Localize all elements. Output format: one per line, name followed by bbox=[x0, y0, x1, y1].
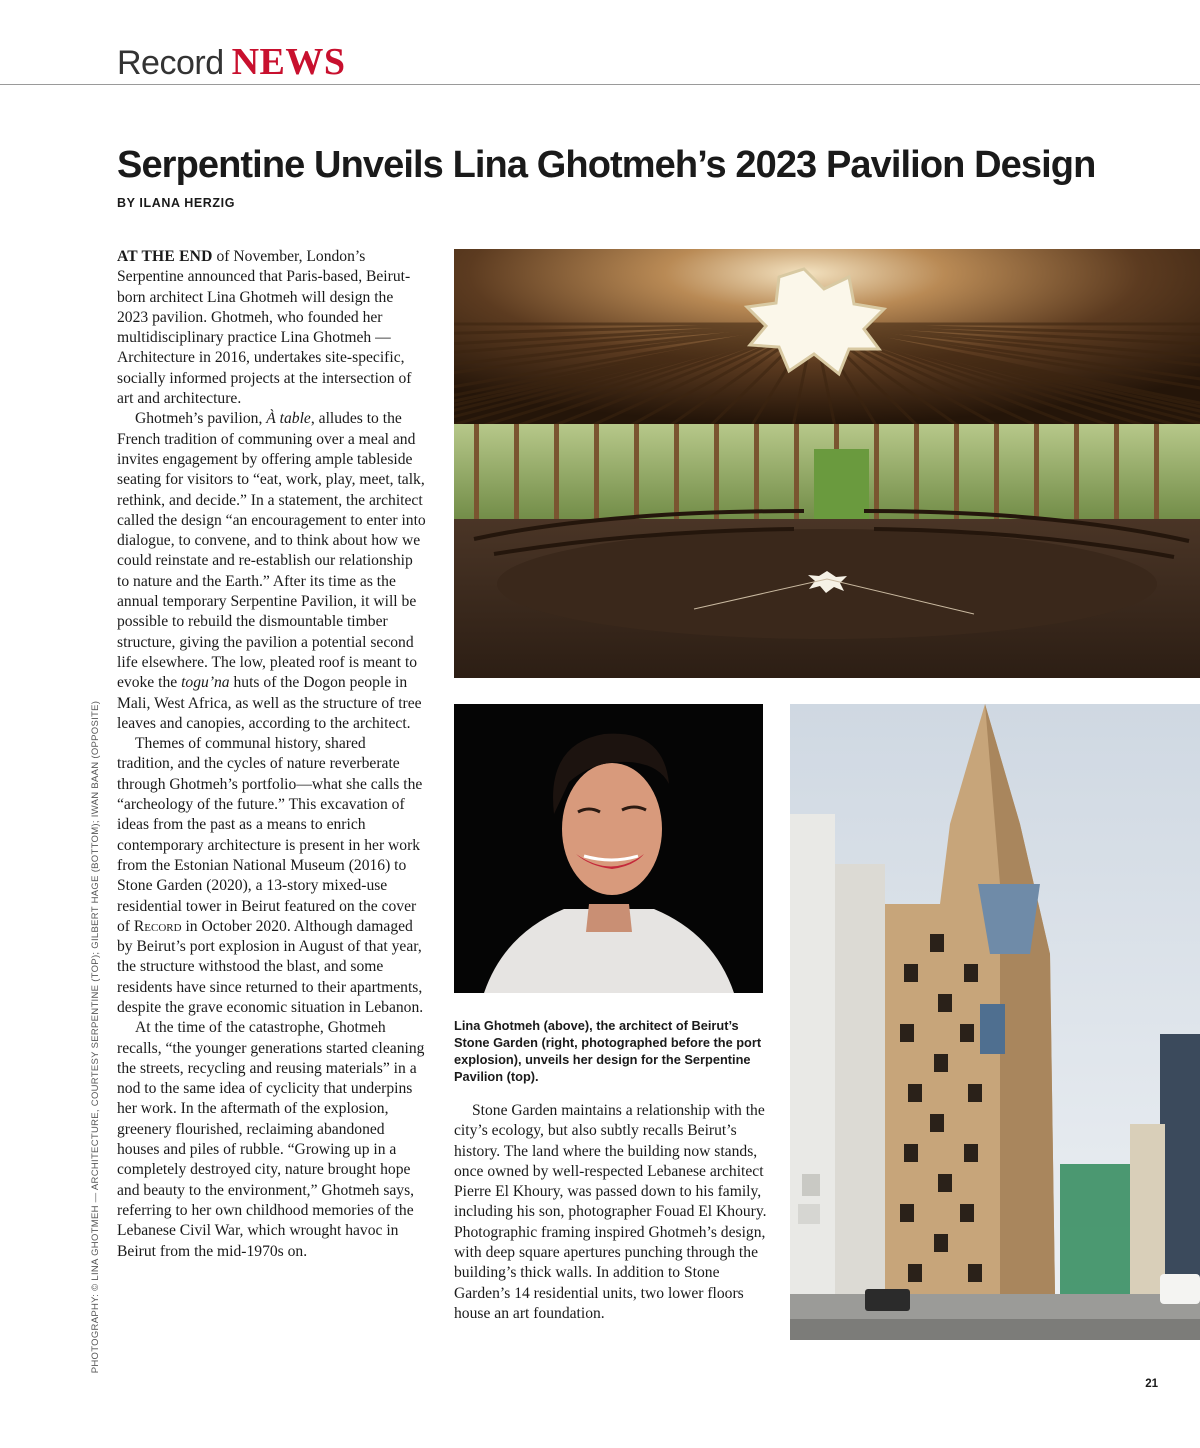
paragraph: Ghotmeh’s pavilion, À table, alludes to the French tradition of communing over a meal and invites engagement by offering ample tableside seating for visitors to “eat, work, play, meet, talk, rethink, and decide.” In a statement, the architect called the design “an encouragement to enter into dialogue, to convene, and to think about how we could reinstate and re-establish our relationship to nature and the Earth.” After its time as the annual temporary Serpentine Pavilion, it will be possible to rebuild the dismountable timber structure, giving the pavilion a potential second life elsewhere. The low, pleated roof is meant to evoke the togu’na huts of the Dogon people in Mali, West Africa, as well as the structure of tree leaves and canopies, according to the architect. bbox=[117, 410, 426, 732]
paragraph: Stone Garden maintains a relationship with the city’s ecology, but also subtly recalls Beirut’s history. The land where the building now stands, once owned by well-respected Lebanese architect Pierre El Khoury, was passed down to his family, including his son, photographer Fouad El Khoury. Photographic framing inspired Ghotmeh’s design, with deep square apertures punching through the building’s thick walls. In addition to Stone Garden’s 14 residential units, two lower floors house an art foundation. bbox=[454, 1102, 767, 1322]
body-column-left bbox=[117, 247, 426, 1262]
byline: BY ILANA HERZIG bbox=[117, 196, 236, 210]
photo-credit: PHOTOGRAPHY: © LINA GHOTMEH — ARCHITECTURE, COURTESY SERPENTINE (TOP); GILBERT HAGE (BOTTOM); IWAN BAAN (OPPOSITE) bbox=[90, 700, 101, 1374]
italic-title: À table bbox=[266, 410, 311, 428]
photo-caption: Lina Ghotmeh (above), the architect of Beirut’s Stone Garden (right, photographed before the port explosion), unveils her design for the Serpentine Pavilion (top). bbox=[454, 1018, 762, 1084]
paragraph: AT THE END of November, London’s Serpentine announced that Paris-based, Beirut-born architect Lina Ghotmeh will design the 2023 pavilion. Ghotmeh, who founded her multidisciplinary practice Lina Ghotmeh — Architecture in 2016, undertakes site-specific, socially informed projects at the intersection of art and architecture. bbox=[117, 248, 412, 408]
magazine-name: Record bbox=[133, 917, 182, 935]
header-rule bbox=[0, 84, 1200, 85]
stone-garden-tower-photo bbox=[790, 704, 1200, 1340]
architect-portrait-photo bbox=[454, 704, 763, 993]
pavilion-interior-photo bbox=[454, 249, 1200, 678]
section-label: Record bbox=[117, 44, 224, 82]
section-label-bold: NEWS bbox=[231, 41, 346, 83]
page-number: 21 bbox=[1145, 1378, 1158, 1390]
italic-term: togu’na bbox=[181, 674, 230, 692]
body-column-right bbox=[454, 1101, 768, 1324]
article-title: Serpentine Unveils Lina Ghotmeh’s 2023 Pavilion Design bbox=[117, 144, 1096, 186]
paragraph: Themes of communal history, shared tradition, and the cycles of nature reverberate through Ghotmeh’s portfolio—what she calls the “archeology of the future.” This excavation of ideas from the past as a means to enrich contemporary architecture is present in her work from the Estonian National Museum (2016) to Stone Garden (2020), a 13-story mixed-use residential tower in Beirut featured on the cover of Record in October 2020. Although damaged by Beirut’s port explosion in August of that year, the structure withstood the blast, and some residents have since returned to their apartments, despite the grave economic situation in Lebanon. bbox=[117, 735, 424, 1016]
paragraph: At the time of the catastrophe, Ghotmeh recalls, “the younger generations started cleaning the streets, recycling and reusing materials” in a nod to the same idea of cyclicity that underpins her work. In the aftermath of the explosion, greenery flourished, reclaiming abandoned houses and piles of rubble. “Growing up in a completely destroyed city, nature brought hope and beauty to the environment,” Ghotmeh says, referring to her own childhood memories of the Lebanese Civil War, which wrought havoc in Beirut from the mid-1970s on. bbox=[117, 1019, 425, 1260]
lead-in: AT THE END bbox=[117, 248, 213, 265]
section-header bbox=[117, 40, 346, 84]
